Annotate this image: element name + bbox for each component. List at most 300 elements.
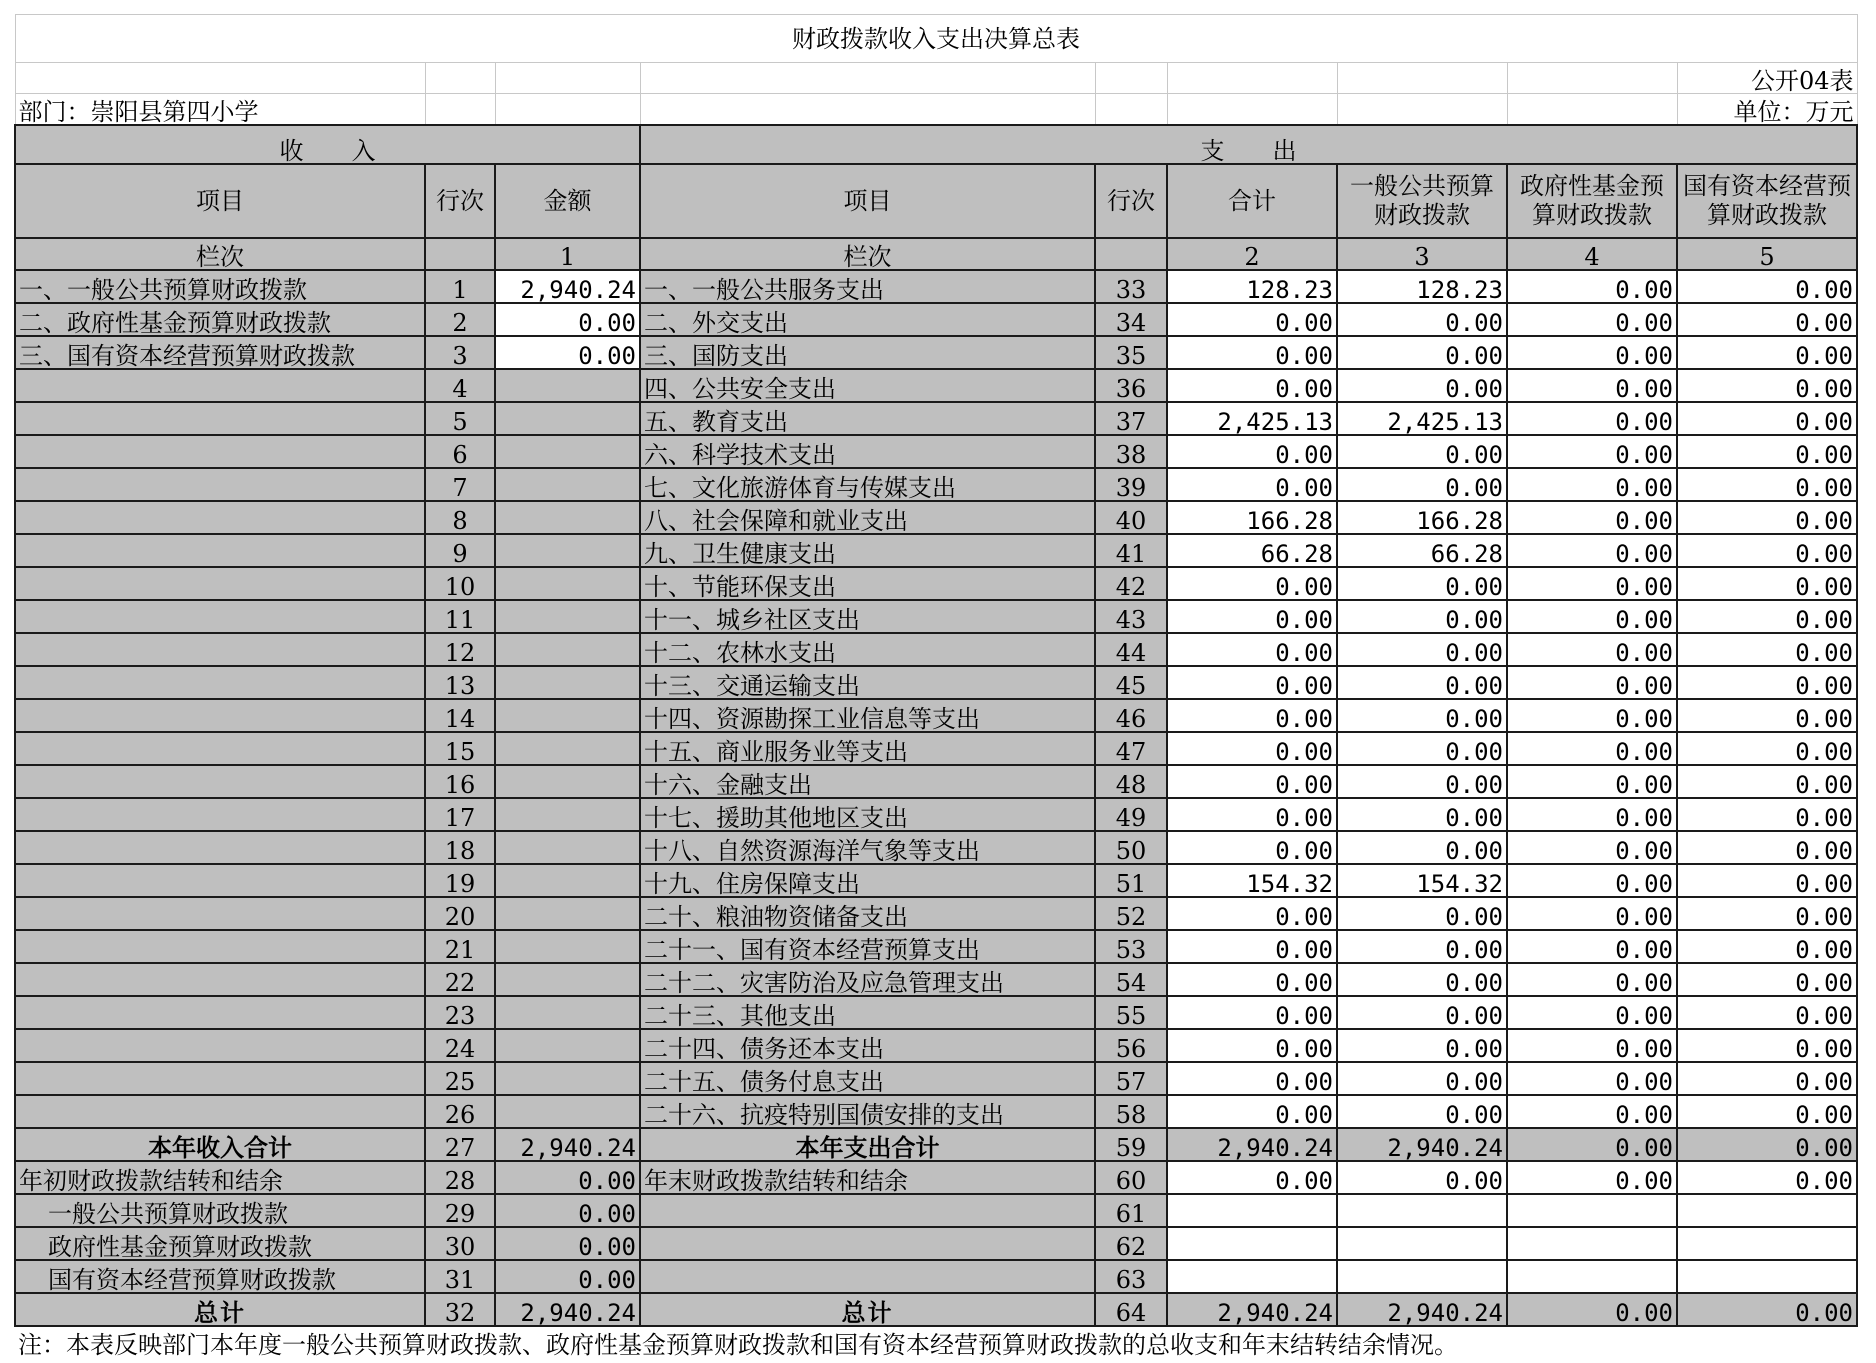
expense-state: 0.00 bbox=[1677, 435, 1857, 468]
row-number: 50 bbox=[1095, 831, 1167, 864]
expense-state: 0.00 bbox=[1677, 402, 1857, 435]
row-number: 17 bbox=[425, 798, 495, 831]
expense-general: 0.00 bbox=[1337, 567, 1507, 600]
expense-total: 128.23 bbox=[1167, 270, 1337, 303]
fund-budget-header: 政府性基金预算财政拨款 bbox=[1507, 164, 1677, 238]
department-label: 部门：崇阳县第四小学 bbox=[15, 94, 425, 126]
expense-state: 0.00 bbox=[1677, 303, 1857, 336]
expense-item: 五、教育支出 bbox=[640, 402, 1095, 435]
lanci-row bbox=[15, 238, 1857, 270]
expense-state: 0.00 bbox=[1677, 534, 1857, 567]
row-number: 11 bbox=[425, 600, 495, 633]
expense-fund: 0.00 bbox=[1507, 534, 1677, 567]
table-row bbox=[15, 402, 1857, 435]
expense-state: 0.00 bbox=[1677, 732, 1857, 765]
row-number: 45 bbox=[1095, 666, 1167, 699]
expense-fund: 0.00 bbox=[1507, 501, 1677, 534]
income-amount bbox=[495, 501, 640, 534]
row-number: 60 bbox=[1095, 1161, 1167, 1194]
note-row bbox=[15, 1326, 1857, 1363]
row-number: 32 bbox=[425, 1293, 495, 1326]
form-number: 公开04表 bbox=[1677, 63, 1857, 94]
income-seq-header: 行次 bbox=[425, 164, 495, 238]
expense-item: 七、文化旅游体育与传媒支出 bbox=[640, 468, 1095, 501]
expense-state: 0.00 bbox=[1677, 996, 1857, 1029]
row-number: 8 bbox=[425, 501, 495, 534]
expense-end-label: 年末财政拨款结转和结余 bbox=[640, 1161, 1095, 1194]
expense-item: 十八、自然资源海洋气象等支出 bbox=[640, 831, 1095, 864]
income-amount bbox=[495, 600, 640, 633]
income-amount bbox=[495, 963, 640, 996]
income-fund-amount: 0.00 bbox=[495, 1227, 640, 1260]
lanci-5: 5 bbox=[1677, 238, 1857, 270]
expense-item: 一、一般公共服务支出 bbox=[640, 270, 1095, 303]
row-number: 21 bbox=[425, 930, 495, 963]
income-item bbox=[15, 1062, 425, 1095]
row-number: 59 bbox=[1095, 1128, 1167, 1161]
department-row bbox=[15, 94, 1857, 126]
income-amount bbox=[495, 369, 640, 402]
expense-total: 0.00 bbox=[1167, 369, 1337, 402]
expense-general: 0.00 bbox=[1337, 765, 1507, 798]
income-amount bbox=[495, 468, 640, 501]
table-row bbox=[15, 270, 1857, 303]
row-number: 38 bbox=[1095, 435, 1167, 468]
expense-item: 十三、交通运输支出 bbox=[640, 666, 1095, 699]
expense-total: 0.00 bbox=[1167, 666, 1337, 699]
expense-total-header: 合计 bbox=[1167, 164, 1337, 238]
row-number: 30 bbox=[425, 1227, 495, 1260]
income-amount bbox=[495, 534, 640, 567]
expense-state: 0.00 bbox=[1677, 633, 1857, 666]
income-amount: 0.00 bbox=[495, 336, 640, 369]
row-number: 12 bbox=[425, 633, 495, 666]
state-capital-header: 国有资本经营预算财政拨款 bbox=[1677, 164, 1857, 238]
row-number: 29 bbox=[425, 1194, 495, 1227]
row-number: 54 bbox=[1095, 963, 1167, 996]
expense-fund: 0.00 bbox=[1507, 798, 1677, 831]
lanci-4: 4 bbox=[1507, 238, 1677, 270]
row-number: 22 bbox=[425, 963, 495, 996]
expense-general: 166.28 bbox=[1337, 501, 1507, 534]
income-amount: 2,940.24 bbox=[495, 270, 640, 303]
table-note: 注：本表反映部门本年度一般公共预算财政拨款、政府性基金预算财政拨款和国有资本经营预算财政拨款的总收支和年末结转结余情况。 bbox=[18, 1331, 1458, 1359]
row-number: 10 bbox=[425, 567, 495, 600]
row-number: 1 bbox=[425, 270, 495, 303]
income-item bbox=[15, 534, 425, 567]
table-row bbox=[15, 600, 1857, 633]
expense-total: 66.28 bbox=[1167, 534, 1337, 567]
expense-general: 0.00 bbox=[1337, 336, 1507, 369]
income-total-amount: 2,940.24 bbox=[495, 1128, 640, 1161]
expense-fund: 0.00 bbox=[1507, 369, 1677, 402]
income-amount bbox=[495, 633, 640, 666]
expense-item: 三、国防支出 bbox=[640, 336, 1095, 369]
income-item bbox=[15, 1095, 425, 1128]
income-general-amount: 0.00 bbox=[495, 1194, 640, 1227]
row-number: 25 bbox=[425, 1062, 495, 1095]
expense-fund: 0.00 bbox=[1507, 963, 1677, 996]
row-number: 39 bbox=[1095, 468, 1167, 501]
row-number: 24 bbox=[425, 1029, 495, 1062]
table-row bbox=[15, 534, 1857, 567]
row-number: 61 bbox=[1095, 1194, 1167, 1227]
expense-general: 128.23 bbox=[1337, 270, 1507, 303]
expense-item: 十六、金融支出 bbox=[640, 765, 1095, 798]
lanci-2: 2 bbox=[1167, 238, 1337, 270]
expense-total: 0.00 bbox=[1167, 1062, 1337, 1095]
expense-general: 0.00 bbox=[1337, 897, 1507, 930]
lanci-3: 3 bbox=[1337, 238, 1507, 270]
income-amount bbox=[495, 1095, 640, 1128]
expense-total: 166.28 bbox=[1167, 501, 1337, 534]
expense-state: 0.00 bbox=[1677, 1029, 1857, 1062]
income-amount bbox=[495, 831, 640, 864]
row-number: 28 bbox=[425, 1161, 495, 1194]
expense-state: 0.00 bbox=[1677, 666, 1857, 699]
expense-fund: 0.00 bbox=[1507, 1062, 1677, 1095]
income-amount bbox=[495, 732, 640, 765]
expense-fund: 0.00 bbox=[1507, 402, 1677, 435]
lanci-1: 1 bbox=[495, 238, 640, 270]
row-number: 4 bbox=[425, 369, 495, 402]
section-header-row bbox=[15, 125, 1857, 164]
general-budget-header: 一般公共预算财政拨款 bbox=[1337, 164, 1507, 238]
expense-fund: 0.00 bbox=[1507, 303, 1677, 336]
expense-item: 十一、城乡社区支出 bbox=[640, 600, 1095, 633]
expense-state: 0.00 bbox=[1677, 798, 1857, 831]
expense-state: 0.00 bbox=[1677, 336, 1857, 369]
income-item bbox=[15, 468, 425, 501]
expense-general: 0.00 bbox=[1337, 699, 1507, 732]
expense-total: 154.32 bbox=[1167, 864, 1337, 897]
table-row bbox=[15, 1128, 1857, 1161]
expense-item: 九、卫生健康支出 bbox=[640, 534, 1095, 567]
expense-general: 0.00 bbox=[1337, 1095, 1507, 1128]
expense-total: 0.00 bbox=[1167, 600, 1337, 633]
expense-fund: 0.00 bbox=[1507, 996, 1677, 1029]
row-number: 14 bbox=[425, 699, 495, 732]
expense-item: 六、科学技术支出 bbox=[640, 435, 1095, 468]
income-amount bbox=[495, 798, 640, 831]
row-number: 56 bbox=[1095, 1029, 1167, 1062]
expense-state: 0.00 bbox=[1677, 963, 1857, 996]
expense-state: 0.00 bbox=[1677, 765, 1857, 798]
income-fund-label: 政府性基金预算财政拨款 bbox=[15, 1227, 425, 1260]
expense-total: 0.00 bbox=[1167, 831, 1337, 864]
row-number: 58 bbox=[1095, 1095, 1167, 1128]
expense-total: 0.00 bbox=[1167, 798, 1337, 831]
income-amount bbox=[495, 435, 640, 468]
row-number: 41 bbox=[1095, 534, 1167, 567]
expense-total: 0.00 bbox=[1167, 468, 1337, 501]
table-row bbox=[15, 732, 1857, 765]
expense-state: 0.00 bbox=[1677, 369, 1857, 402]
column-header-row bbox=[15, 164, 1857, 238]
table-row bbox=[15, 897, 1857, 930]
row-number: 15 bbox=[425, 732, 495, 765]
income-amount bbox=[495, 996, 640, 1029]
income-amount bbox=[495, 1062, 640, 1095]
table-row bbox=[15, 1194, 1857, 1227]
expense-item: 二十六、抗疫特别国债安排的支出 bbox=[640, 1095, 1095, 1128]
row-number: 55 bbox=[1095, 996, 1167, 1029]
expense-end-state: 0.00 bbox=[1677, 1161, 1857, 1194]
income-grand-total-amount: 2,940.24 bbox=[495, 1293, 640, 1326]
expense-total: 0.00 bbox=[1167, 732, 1337, 765]
row-number: 20 bbox=[425, 897, 495, 930]
row-number: 36 bbox=[1095, 369, 1167, 402]
income-amount bbox=[495, 897, 640, 930]
expense-item: 二十五、债务付息支出 bbox=[640, 1062, 1095, 1095]
row-number: 2 bbox=[425, 303, 495, 336]
expense-end-fund: 0.00 bbox=[1507, 1161, 1677, 1194]
income-item bbox=[15, 732, 425, 765]
income-amount bbox=[495, 699, 640, 732]
expense-general: 0.00 bbox=[1337, 633, 1507, 666]
expense-state: 0.00 bbox=[1677, 567, 1857, 600]
expense-total: 0.00 bbox=[1167, 1095, 1337, 1128]
expense-total: 0.00 bbox=[1167, 963, 1337, 996]
expense-state: 0.00 bbox=[1677, 468, 1857, 501]
expense-total: 0.00 bbox=[1167, 765, 1337, 798]
row-number: 16 bbox=[425, 765, 495, 798]
expense-total: 2,425.13 bbox=[1167, 402, 1337, 435]
expense-general: 154.32 bbox=[1337, 864, 1507, 897]
expense-fund: 0.00 bbox=[1507, 336, 1677, 369]
row-number: 64 bbox=[1095, 1293, 1167, 1326]
expense-state: 0.00 bbox=[1677, 1095, 1857, 1128]
expense-seq-header: 行次 bbox=[1095, 164, 1167, 238]
row-number: 18 bbox=[425, 831, 495, 864]
expense-general: 0.00 bbox=[1337, 666, 1507, 699]
expense-general: 0.00 bbox=[1337, 369, 1507, 402]
table-row bbox=[15, 435, 1857, 468]
expense-fund: 0.00 bbox=[1507, 897, 1677, 930]
income-item bbox=[15, 963, 425, 996]
row-number: 40 bbox=[1095, 501, 1167, 534]
expense-lanci-label: 栏次 bbox=[640, 238, 1095, 270]
expense-fund: 0.00 bbox=[1507, 930, 1677, 963]
expense-item: 二十、粮油物资储备支出 bbox=[640, 897, 1095, 930]
expense-item: 十五、商业服务业等支出 bbox=[640, 732, 1095, 765]
expense-total: 0.00 bbox=[1167, 930, 1337, 963]
row-number: 27 bbox=[425, 1128, 495, 1161]
table-row bbox=[15, 963, 1857, 996]
income-item bbox=[15, 567, 425, 600]
expense-state: 0.00 bbox=[1677, 1062, 1857, 1095]
row-number: 35 bbox=[1095, 336, 1167, 369]
row-number: 62 bbox=[1095, 1227, 1167, 1260]
table-row bbox=[15, 930, 1857, 963]
expense-state: 0.00 bbox=[1677, 897, 1857, 930]
income-item: 三、国有资本经营预算财政拨款 bbox=[15, 336, 425, 369]
expense-item: 二十四、债务还本支出 bbox=[640, 1029, 1095, 1062]
income-amount bbox=[495, 1029, 640, 1062]
expense-general: 0.00 bbox=[1337, 732, 1507, 765]
income-section-header: 收 入 bbox=[15, 125, 640, 164]
income-item: 二、政府性基金预算财政拨款 bbox=[15, 303, 425, 336]
unit-label: 单位：万元 bbox=[1677, 94, 1857, 126]
table-row bbox=[15, 864, 1857, 897]
expense-state: 0.00 bbox=[1677, 501, 1857, 534]
table-row bbox=[15, 699, 1857, 732]
expense-total-fund: 0.00 bbox=[1507, 1128, 1677, 1161]
table-row bbox=[15, 1062, 1857, 1095]
table-row bbox=[15, 1293, 1857, 1326]
income-item bbox=[15, 831, 425, 864]
income-amount bbox=[495, 402, 640, 435]
expense-total-label: 本年支出合计 bbox=[640, 1128, 1095, 1161]
expense-total: 0.00 bbox=[1167, 1029, 1337, 1062]
income-amount bbox=[495, 930, 640, 963]
expense-fund: 0.00 bbox=[1507, 1095, 1677, 1128]
expense-general: 0.00 bbox=[1337, 1029, 1507, 1062]
expense-general: 0.00 bbox=[1337, 798, 1507, 831]
expense-item: 二十二、灾害防治及应急管理支出 bbox=[640, 963, 1095, 996]
row-number: 33 bbox=[1095, 270, 1167, 303]
row-number: 52 bbox=[1095, 897, 1167, 930]
income-begin-amount: 0.00 bbox=[495, 1161, 640, 1194]
expense-state: 0.00 bbox=[1677, 699, 1857, 732]
expense-general: 0.00 bbox=[1337, 600, 1507, 633]
income-item bbox=[15, 897, 425, 930]
income-item bbox=[15, 402, 425, 435]
row-number: 48 bbox=[1095, 765, 1167, 798]
table-row bbox=[15, 1260, 1857, 1293]
expense-fund: 0.00 bbox=[1507, 567, 1677, 600]
income-amount bbox=[495, 666, 640, 699]
expense-general: 0.00 bbox=[1337, 1062, 1507, 1095]
income-state-label: 国有资本经营预算财政拨款 bbox=[15, 1260, 425, 1293]
income-item bbox=[15, 435, 425, 468]
row-number: 23 bbox=[425, 996, 495, 1029]
expense-general: 0.00 bbox=[1337, 468, 1507, 501]
row-number: 7 bbox=[425, 468, 495, 501]
income-lanci-label: 栏次 bbox=[15, 238, 425, 270]
income-item bbox=[15, 864, 425, 897]
table-row bbox=[15, 1227, 1857, 1260]
income-total-label: 本年收入合计 bbox=[15, 1128, 425, 1161]
expense-state: 0.00 bbox=[1677, 930, 1857, 963]
table-title: 财政拨款收入支出决算总表 bbox=[15, 15, 1857, 63]
expense-fund: 0.00 bbox=[1507, 765, 1677, 798]
income-item bbox=[15, 633, 425, 666]
income-general-label: 一般公共预算财政拨款 bbox=[15, 1194, 425, 1227]
expense-total: 0.00 bbox=[1167, 996, 1337, 1029]
row-number: 9 bbox=[425, 534, 495, 567]
expense-general: 0.00 bbox=[1337, 303, 1507, 336]
table-row bbox=[15, 666, 1857, 699]
expense-total: 0.00 bbox=[1167, 567, 1337, 600]
expense-total: 0.00 bbox=[1167, 699, 1337, 732]
table-row bbox=[15, 1161, 1857, 1194]
table-row bbox=[15, 501, 1857, 534]
table-row bbox=[15, 336, 1857, 369]
expense-fund: 0.00 bbox=[1507, 666, 1677, 699]
expense-fund: 0.00 bbox=[1507, 864, 1677, 897]
expense-item: 十、节能环保支出 bbox=[640, 567, 1095, 600]
row-number: 19 bbox=[425, 864, 495, 897]
row-number: 47 bbox=[1095, 732, 1167, 765]
expense-item: 二、外交支出 bbox=[640, 303, 1095, 336]
expense-grand-total-label: 总计 bbox=[640, 1293, 1095, 1326]
expense-item: 十九、住房保障支出 bbox=[640, 864, 1095, 897]
income-state-amount: 0.00 bbox=[495, 1260, 640, 1293]
expense-general: 0.00 bbox=[1337, 963, 1507, 996]
expense-end-total: 0.00 bbox=[1167, 1161, 1337, 1194]
expense-item: 二十三、其他支出 bbox=[640, 996, 1095, 1029]
row-number: 34 bbox=[1095, 303, 1167, 336]
expense-general: 0.00 bbox=[1337, 930, 1507, 963]
income-item: 一、一般公共预算财政拨款 bbox=[15, 270, 425, 303]
table-row bbox=[15, 303, 1857, 336]
expense-fund: 0.00 bbox=[1507, 435, 1677, 468]
table-row bbox=[15, 567, 1857, 600]
income-item bbox=[15, 765, 425, 798]
title-row bbox=[15, 15, 1857, 63]
income-item bbox=[15, 666, 425, 699]
form-number-row bbox=[15, 63, 1857, 94]
row-number: 53 bbox=[1095, 930, 1167, 963]
expense-total-state: 0.00 bbox=[1677, 1128, 1857, 1161]
row-number: 44 bbox=[1095, 633, 1167, 666]
expense-fund: 0.00 bbox=[1507, 831, 1677, 864]
table-row bbox=[15, 468, 1857, 501]
expense-total: 0.00 bbox=[1167, 336, 1337, 369]
data-rows bbox=[15, 270, 1857, 1128]
expense-fund: 0.00 bbox=[1507, 633, 1677, 666]
table-row bbox=[15, 633, 1857, 666]
expense-general: 0.00 bbox=[1337, 435, 1507, 468]
income-item bbox=[15, 1029, 425, 1062]
income-item bbox=[15, 798, 425, 831]
income-item bbox=[15, 501, 425, 534]
row-number: 6 bbox=[425, 435, 495, 468]
expense-grand-total-amount: 2,940.24 bbox=[1167, 1293, 1337, 1326]
expense-general: 2,425.13 bbox=[1337, 402, 1507, 435]
expense-state: 0.00 bbox=[1677, 864, 1857, 897]
row-number: 42 bbox=[1095, 567, 1167, 600]
expense-item: 四、公共安全支出 bbox=[640, 369, 1095, 402]
expense-grand-total-state: 0.00 bbox=[1677, 1293, 1857, 1326]
income-item bbox=[15, 369, 425, 402]
row-number: 13 bbox=[425, 666, 495, 699]
expense-section-header: 支 出 bbox=[640, 125, 1857, 164]
income-grand-total-label: 总计 bbox=[15, 1293, 425, 1326]
row-number: 63 bbox=[1095, 1260, 1167, 1293]
table-row bbox=[15, 765, 1857, 798]
expense-item: 十四、资源勘探工业信息等支出 bbox=[640, 699, 1095, 732]
expense-state: 0.00 bbox=[1677, 600, 1857, 633]
expense-item: 十二、农林水支出 bbox=[640, 633, 1095, 666]
row-number: 57 bbox=[1095, 1062, 1167, 1095]
row-number: 46 bbox=[1095, 699, 1167, 732]
table-row bbox=[15, 996, 1857, 1029]
row-number: 51 bbox=[1095, 864, 1167, 897]
expense-general: 66.28 bbox=[1337, 534, 1507, 567]
row-number: 26 bbox=[425, 1095, 495, 1128]
expense-end-general: 0.00 bbox=[1337, 1161, 1507, 1194]
expense-state: 0.00 bbox=[1677, 831, 1857, 864]
expense-fund: 0.00 bbox=[1507, 732, 1677, 765]
expense-fund: 0.00 bbox=[1507, 270, 1677, 303]
income-item bbox=[15, 996, 425, 1029]
income-item bbox=[15, 930, 425, 963]
expense-grand-total-fund: 0.00 bbox=[1507, 1293, 1677, 1326]
income-amount-header: 金额 bbox=[495, 164, 640, 238]
row-number: 31 bbox=[425, 1260, 495, 1293]
